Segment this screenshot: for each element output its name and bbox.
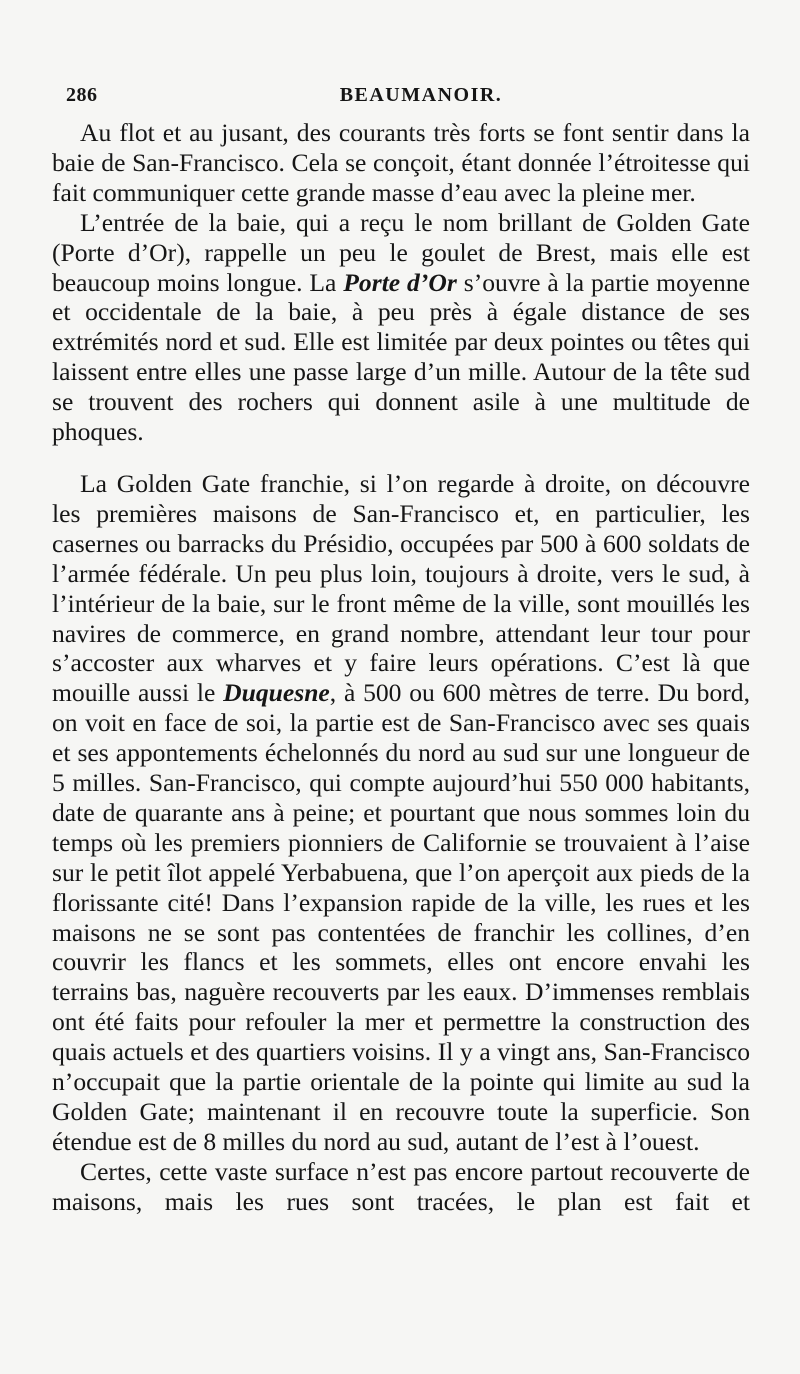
page-header bbox=[66, 84, 736, 110]
paragraph-2-text-a: L’entrée de la baie, qui a reçu le nom brillant de Golden Gate (Porte d’Or), rappelle un peu le goulet de Brest, mais elle est beaucoup moins longue. La bbox=[52, 207, 750, 297]
page-number: 286 bbox=[66, 84, 98, 106]
paragraph-3-text-b: , à 500 ou 600 mètres de terre. Du bord, on voit en face de soi, la partie est de San-Francisco avec ses quais et ses appontements échelonnés du nord au sud sur une longueur de 5 milles. San-Francisco, qui compte aujourd’hui 550 000 habitants, date de quarante ans à peine; et pourtant que nous sommes loin du temps où les premiers pionniers de Californie se trouvaient à l’aise sur le petit îlot appelé Yerbabuena, que l’on aperçoit aux pieds de la florissante cité! Dans l’expansion rapide de la ville, les rues et les maisons ne se sont pas contentées de franchir les collines, d’en couvrir les flancs et les sommets, elles ont encore envahi les terrains bas, naguère recouverts par les eaux. D’immenses remblais ont été faits pour refouler la mer et permettre la construction des quais actuels et des quartiers voisins. Il y a vingt ans, San-Francisco n’occupait que la partie orientale de la pointe qui limite au sud la Golden Gate; maintenant il en recouvre toute la superficie. Son étendue est de 8 milles du nord au sud, autant de l’est à l’ouest. bbox=[52, 678, 750, 1156]
paragraph-3-text-a: La Golden Gate franchie, si l’on regarde à droite, on découvre les premières maisons de San-Francisco et, en particulier, les casernes ou barracks du Présidio, occupées par 500 à 600 soldats de l’armée fédérale. Un peu plus loin, toujours à droite, vers le sud, à l’intérieur de la baie, sur le front même de la ville, sont mouillés les navires de commerce, en grand nombre, attendant leur tour pour s’accoster aux wharves et y faire leurs opérations. C’est là que mouille aussi le bbox=[52, 468, 750, 708]
paragraph-2-italic-porte-dor: Porte d’Or bbox=[343, 267, 457, 297]
paragraph-4: Certes, cette vaste surface n’est pas encore partout recouverte de maisons, mais les rues sont tracées, le plan est fait et bbox=[52, 1156, 750, 1216]
running-head: BEAUMANOIR. bbox=[339, 84, 503, 106]
paragraph-3 bbox=[52, 469, 750, 1157]
paragraph-3-italic-duquesne: Duquesne bbox=[223, 678, 330, 708]
paragraph-2 bbox=[52, 208, 750, 447]
paragraph-1: Au flot et au jusant, des courants très forts se font sentir dans la baie de San-Francisco. Cela se conçoit, étant donnée l’étroitesse qui fait communiquer cette grande masse d’eau avec la pleine mer. bbox=[52, 118, 750, 207]
paragraph-2-text-b: s’ouvre à la partie moyenne et occidentale de la baie, à peu près à égale distance de ses extrémités nord et sud. Elle est limitée par deux pointes ou têtes qui laissent entre elles une passe large d’un mille. Autour de la tête sud se trouvent des rochers qui donnent asile à une multitude de phoques. bbox=[52, 267, 750, 447]
body-text bbox=[52, 118, 750, 1217]
